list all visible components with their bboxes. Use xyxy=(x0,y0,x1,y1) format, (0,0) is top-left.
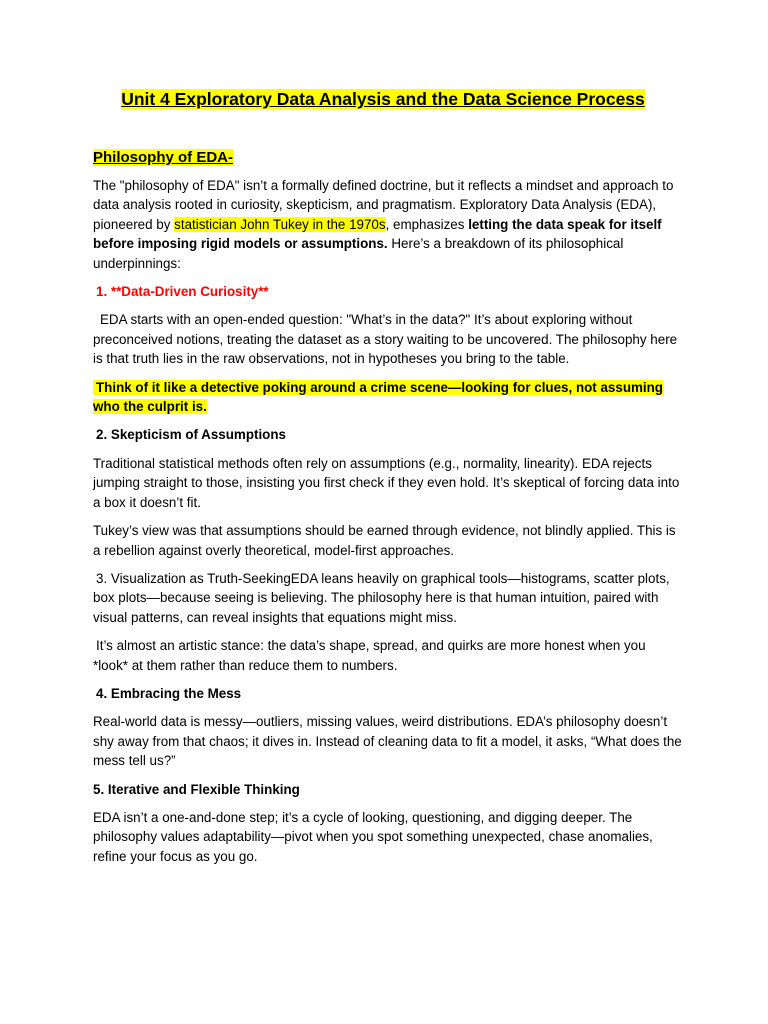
intro-paragraph xyxy=(93,176,683,273)
section5-paragraph-1: EDA isn’t a one-and-done step; it’s a cycle of looking, questioning, and digging deeper. The philosophy values adaptability—pivot when you spot something unexpected, chase anomalies, refine your focus as you go. xyxy=(93,809,653,864)
section1-callout xyxy=(93,378,683,417)
section3-paragraph-2: It’s almost an artistic stance: the data’s shape, spread, and quirks are more honest when you *look* at them rather than reduce them to numbers. xyxy=(93,638,646,673)
intro-text-2: , emphasizes xyxy=(385,216,469,232)
section2-heading: 2. Skepticism of Assumptions xyxy=(96,427,286,443)
section1-heading: 1. **Data-Driven Curiosity** xyxy=(96,284,269,300)
section3-paragraph-1: 3. Visualization as Truth-SeekingEDA leans heavily on graphical tools—histograms, scatter plots, box plots—because seeing is believing. The philosophy here is that human intuition, paired with visual patterns, can reveal insights that equations might miss. xyxy=(93,570,670,625)
intro-highlight: statistician John Tukey in the 1970s xyxy=(174,216,386,232)
title-text: Unit 4 Exploratory Data Analysis and the Data Science Process xyxy=(121,89,645,109)
section2-paragraph-2: Tukey’s view was that assumptions should be earned through evidence, not blindly applied. This is a rebellion against overly theoretical, model-first approaches. xyxy=(93,523,676,558)
section1-paragraph-1: EDA starts with an open-ended question: "What’s in the data?" It’s about exploring without preconceived notions, treating the dataset as a story waiting to be uncovered. The philosophy here is that truth lies in the raw observations, not in hypotheses you bring to the table. xyxy=(93,312,678,367)
intro-bold: letting the data speak for itself before imposing rigid models or assumptions. xyxy=(93,216,662,252)
philosophy-heading-text: Philosophy of EDA- xyxy=(93,149,233,166)
section2-paragraph-1: Traditional statistical methods often rely on assumptions (e.g., normality, linearity). EDA rejects jumping straight to those, insisting you first check if they even hold. It’s skeptical of forcing data into a box it doesn’t fit. xyxy=(93,455,680,510)
section5-heading: 5. Iterative and Flexible Thinking xyxy=(93,781,300,797)
document-content xyxy=(93,88,683,866)
section4-heading: 4. Embracing the Mess xyxy=(96,685,242,701)
section1-callout-text: Think of it like a detective poking around a crime scene—looking for clues, not assuming who the culprit is. xyxy=(93,379,663,415)
intro-text-3: Here’s a breakdown of its philosophical underpinnings: xyxy=(93,236,624,271)
section4-paragraph-1: Real-world data is messy—outliers, missing values, weird distributions. EDA’s philosophy doesn’t shy away from that chaos; it dives in. Instead of cleaning data to fit a model, it asks, “What does the mess tell us?” xyxy=(93,714,682,769)
intro-text-1: The "philosophy of EDA" isn’t a formally defined doctrine, but it reflects a mindset and approach to data analysis rooted in curiosity, skepticism, and pragmatism. Exploratory Data Analysis (EDA), pioneered by xyxy=(93,178,674,232)
philosophy-heading xyxy=(93,148,683,168)
page-title xyxy=(83,88,683,110)
